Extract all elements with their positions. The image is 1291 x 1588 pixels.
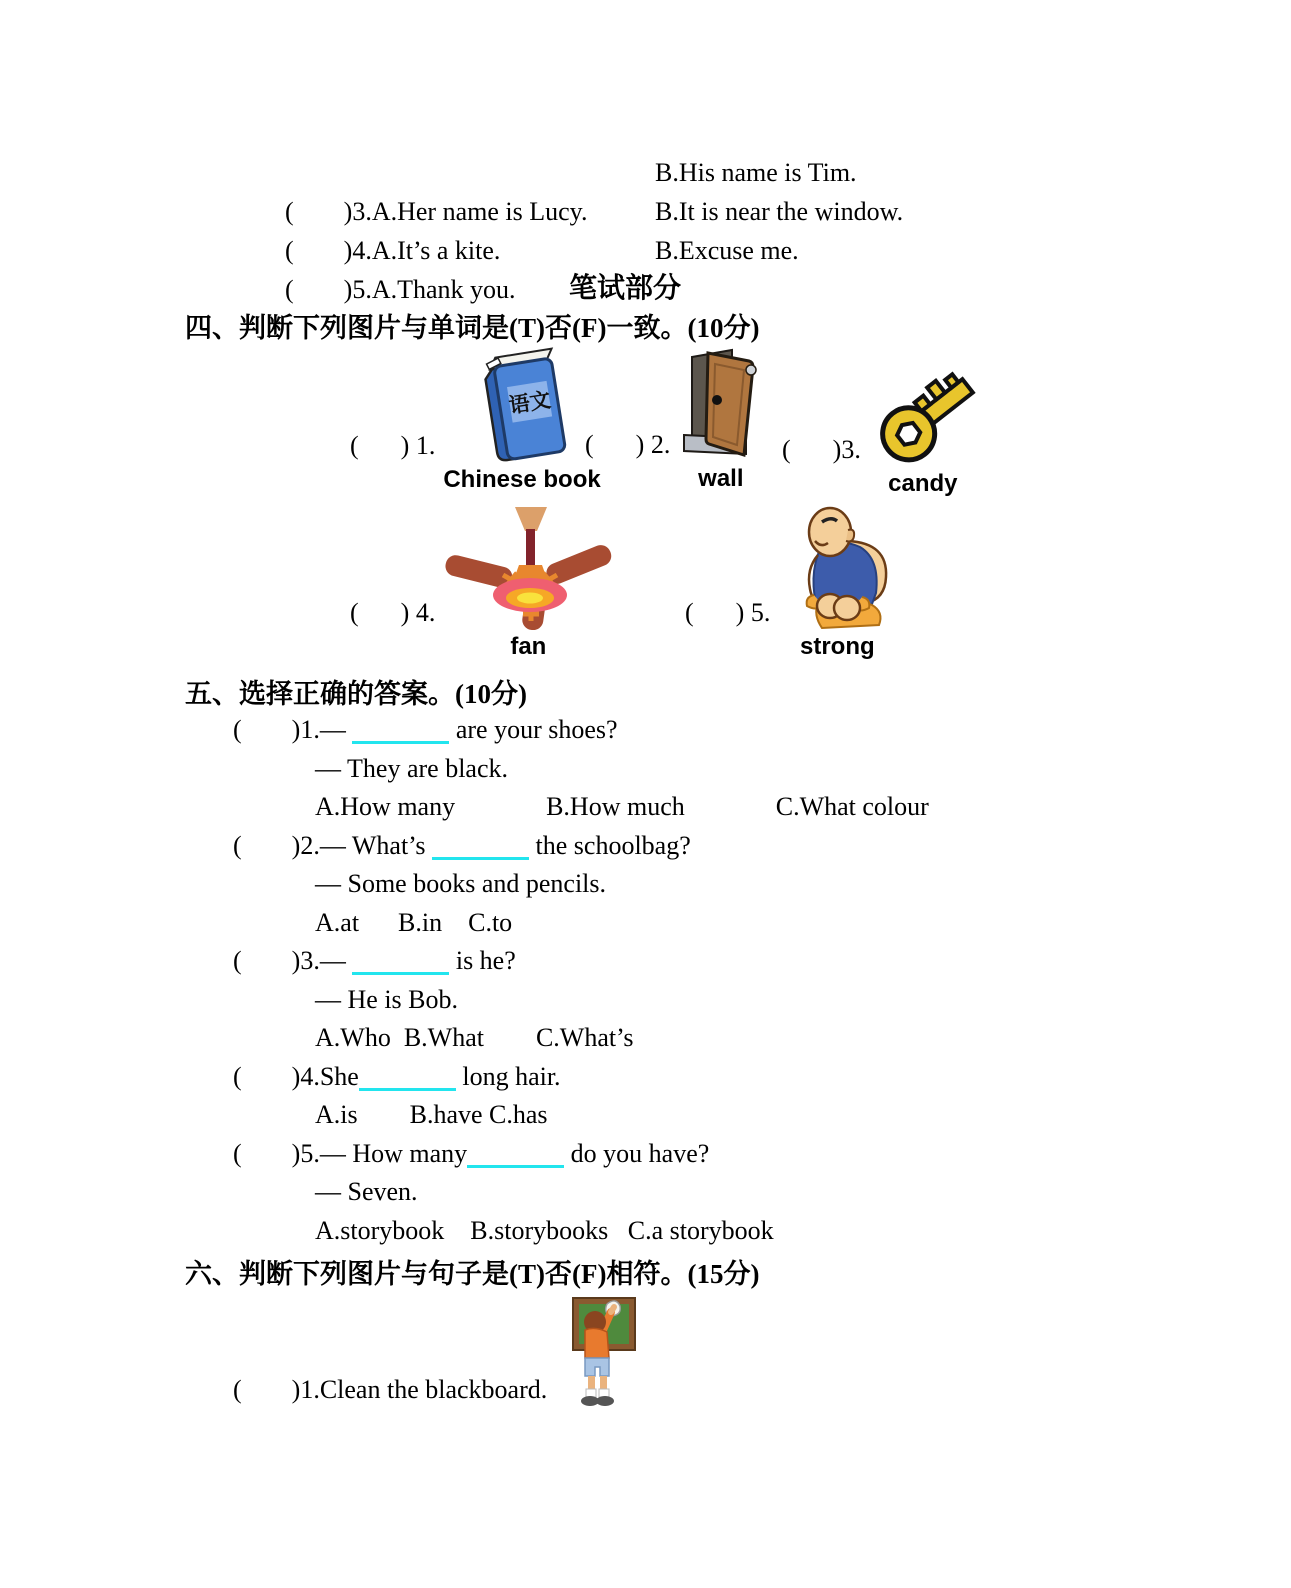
question-reply: — Seven. [315, 1177, 418, 1206]
strong-man-image [778, 505, 896, 630]
picture-item [685, 505, 896, 662]
option-b-text: B.His name is Tim. [655, 158, 857, 187]
answer-blank[interactable] [432, 857, 529, 860]
question-reply: — Some books and pencils. [315, 869, 607, 898]
picture-word: wall [698, 465, 744, 492]
question-line: ( )1.— are your shoes? [233, 715, 618, 744]
picture-item [585, 347, 763, 494]
answer-bracket[interactable]: ( [233, 830, 242, 860]
answer-bracket[interactable]: ( ) 4. [350, 598, 436, 627]
answer-blank[interactable] [359, 1088, 456, 1091]
answer-bracket[interactable]: ( [285, 275, 294, 304]
question-line: ( )4.She long hair. [233, 1061, 561, 1091]
question-options[interactable]: A.storybook B.storybooks C.a storybook [315, 1215, 774, 1245]
answer-bracket[interactable]: ( [233, 1138, 242, 1168]
picture-word: fan [510, 633, 547, 660]
answer-bracket[interactable]: ( [285, 236, 294, 265]
door-image [678, 347, 763, 462]
section-six-title: 六、判断下列图片与句子是(T)否(F)相符。(15分) [185, 1259, 760, 1289]
picture-item [350, 505, 613, 662]
multiple-choice-questions [185, 711, 1065, 1250]
answer-bracket[interactable]: ( [233, 1061, 242, 1091]
sentence-text: )1.Clean the blackboard. [291, 1375, 548, 1404]
option-a-text: )5.A.Thank you. [343, 275, 516, 304]
picture-item [350, 345, 601, 495]
question-line: ( )3.— is he? [233, 946, 516, 975]
book-title-label: 语文 [507, 387, 553, 418]
answer-bracket[interactable]: ( ) 5. [685, 598, 771, 627]
picture-word-grid [185, 345, 1065, 667]
door-knob [712, 395, 722, 405]
chinese-book-image [472, 345, 572, 463]
answer-blank[interactable] [352, 741, 449, 744]
written-part-header: 笔试部分 [568, 273, 681, 304]
picture-word: Chinese book [443, 466, 601, 493]
true-false-item [185, 1296, 637, 1409]
question-line: ( )5.— How many do you have? [233, 1138, 710, 1168]
question-reply: — He is Bob. [315, 984, 458, 1014]
answer-bracket[interactable]: ( [233, 715, 242, 744]
answer-blank[interactable] [467, 1165, 564, 1168]
answer-bracket[interactable]: ( [233, 1375, 242, 1404]
answer-bracket[interactable]: ( [285, 197, 294, 226]
question-options[interactable]: A.Who B.What C.What’s [315, 1023, 634, 1052]
answer-blank[interactable] [352, 972, 449, 975]
question-line: ( )2.— What’s the schoolbag? [233, 830, 691, 860]
answer-bracket[interactable]: ( [233, 946, 242, 975]
picture-item [782, 349, 977, 499]
option-a-text: )4.A.It’s a kite. [343, 236, 501, 265]
picture-word: candy [888, 470, 958, 497]
question-reply: — They are black. [315, 753, 508, 783]
question-options[interactable]: A.is B.have C.has [315, 1100, 548, 1129]
question-options[interactable]: A.How many B.How much C.What colour [315, 792, 929, 821]
question-options[interactable]: A.at B.in C.to [315, 907, 513, 937]
section-five-title: 五、选择正确的答案。(10分) [185, 679, 527, 709]
option-a-text: )3.A.Her name is Lucy. [343, 197, 588, 226]
answer-bracket[interactable]: ( )3. [782, 435, 861, 464]
boy-cleaning-image [559, 1296, 637, 1409]
section-four-title: 四、判断下列图片与单词是(T)否(F)一致。(10分) [185, 313, 760, 343]
option-b-text: B.Excuse me. [655, 236, 799, 265]
key-image [869, 349, 977, 467]
answer-bracket[interactable]: ( ) 1. [350, 431, 436, 460]
option-b-text: B.It is near the window. [655, 197, 904, 226]
ceiling-fan-image [443, 505, 613, 630]
picture-word: strong [800, 633, 875, 660]
answer-bracket[interactable]: ( ) 2. [585, 430, 671, 459]
